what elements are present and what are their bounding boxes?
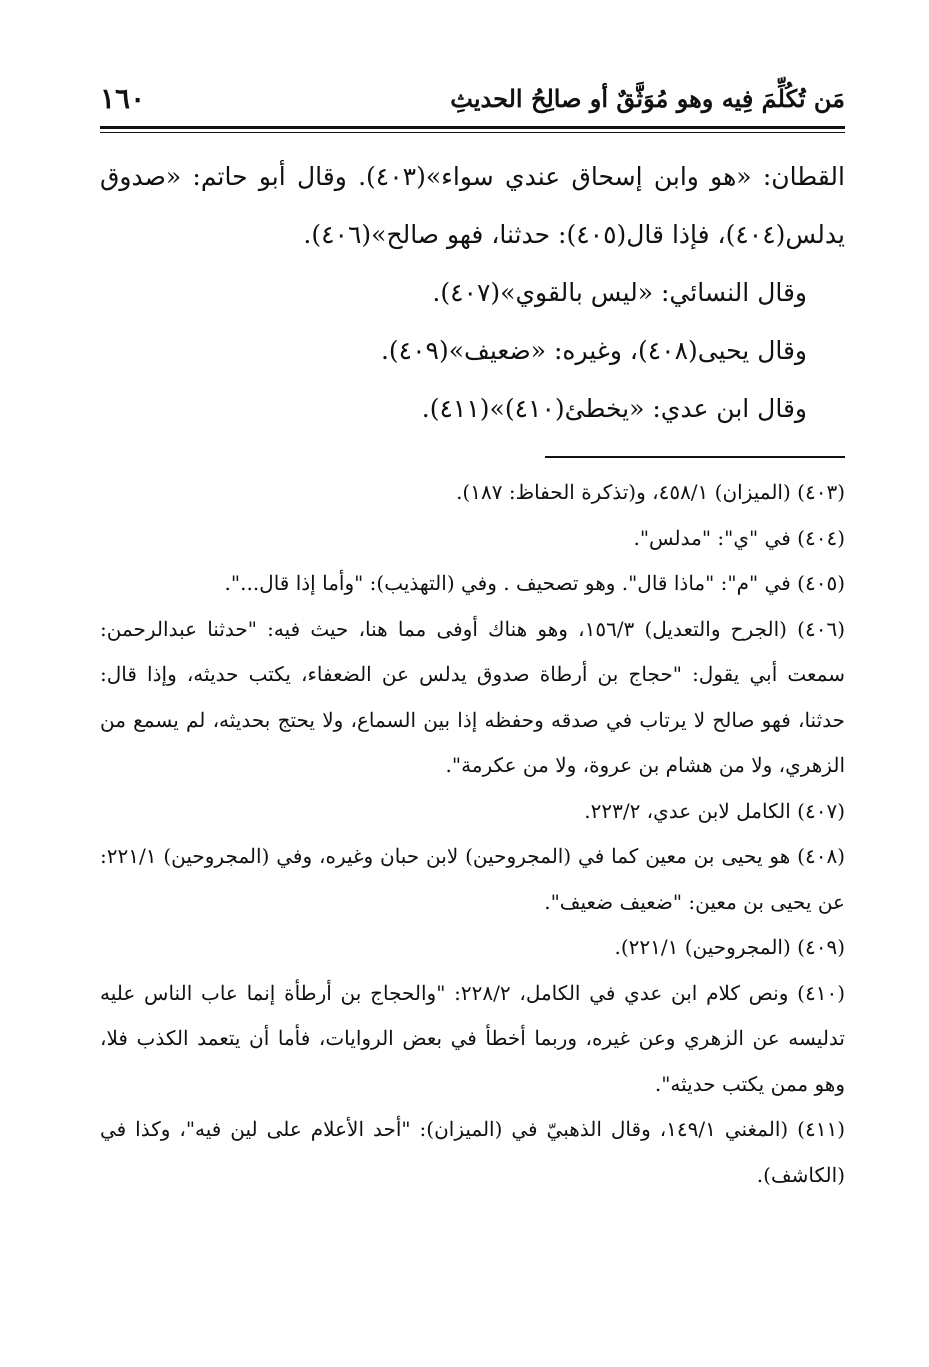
footnote: (٤٠٧) الكامل لابن عدي، ٢٢٣/٢.	[584, 798, 845, 823]
footnote: (٤٠٣) (الميزان) ٤٥٨/١، و(تذكرة الحفاظ: ١٨٧).	[456, 480, 845, 504]
body-paragraph: وقال يحيى(٤٠٨)، وغيره: «ضعيف»(٤٠٩).	[380, 336, 807, 365]
footnote: (٤١١) (المغني ١٤٩/١، وقال الذهبيّ في (الميزان): "أحد الأعلام على لين فيه"، وكذا في (الكاشف).	[100, 1117, 846, 1187]
footnote: (٤٠٩) (المجروحين) ٢٢١/١).	[614, 935, 845, 959]
body-paragraph: القطان: «هو وابن إسحاق عندي سواء»(٤٠٣). وقال أبو حاتم: «صدوق يدلس(٤٠٤)، فإذا قال(٤٠٥): حدثنا، فهو صالح»(٤٠٦).	[100, 162, 845, 249]
footnote: (٤٠٥) في "م": "ماذا قال". وهو تصحيف . وفي (التهذيب): "وأما إذا قال...".	[224, 571, 845, 595]
page-number: ١٦٠	[100, 81, 146, 115]
body-paragraph: وقال النسائي: «ليس بالقوي»(٤٠٧).	[432, 278, 807, 307]
header-rule-thick	[100, 126, 845, 129]
header-rule-thin	[100, 132, 845, 133]
footnotes	[100, 470, 845, 1198]
body-paragraph: وقال ابن عدي: «يخطئ(٤١٠)»(٤١١).	[421, 394, 807, 423]
footnote: (٤٠٤) في "ي": "مدلس".	[633, 525, 845, 550]
footnote: (٤٠٨) هو يحيى بن معين كما في (المجروحين) لابن حبان وغيره، وفي (المجروحين) ٢٢١/١: عن يحيى بن معين: "ضعيف ضعيف".	[100, 844, 845, 914]
footnote-divider	[545, 456, 845, 458]
footnote: (٤١٠) ونص كلام ابن عدي في الكامل، ٢٢٨/٢: "والحجاج بن أرطأة إنما عاب الناس عليه تدليسه عن الزهري وعن غيره، وربما أخطأ في بعض الروايات، فأما أن يتعمد الكذب فلا، وهو ممن يكتب حديثه".	[100, 980, 845, 1096]
running-title: مَن تُكُلِّمَ فِيه وهو مُوَثَّقٌ أو صالِحُ الحديثِ	[450, 83, 845, 113]
footnote: (٤٠٦) (الجرح والتعديل) ١٥٦/٣، وهو هناك أوفى مما هنا، حيث فيه: "حدثنا عبدالرحمن: سمعت أبي يقول: "حجاج بن أرطاة صدوق يدلس عن الضعفاء، يكتب حديثه، وإذا قال: حدثنا، فهو صالح لا يرتاب في صدقه وحفظه إذا بين السماع، ولا يحتج بحديثه، لم يسمع من الزهري، ولا من هشام بن عروة، ولا من عكرمة".	[100, 616, 845, 777]
main-text	[100, 148, 845, 438]
page-header	[100, 78, 845, 118]
